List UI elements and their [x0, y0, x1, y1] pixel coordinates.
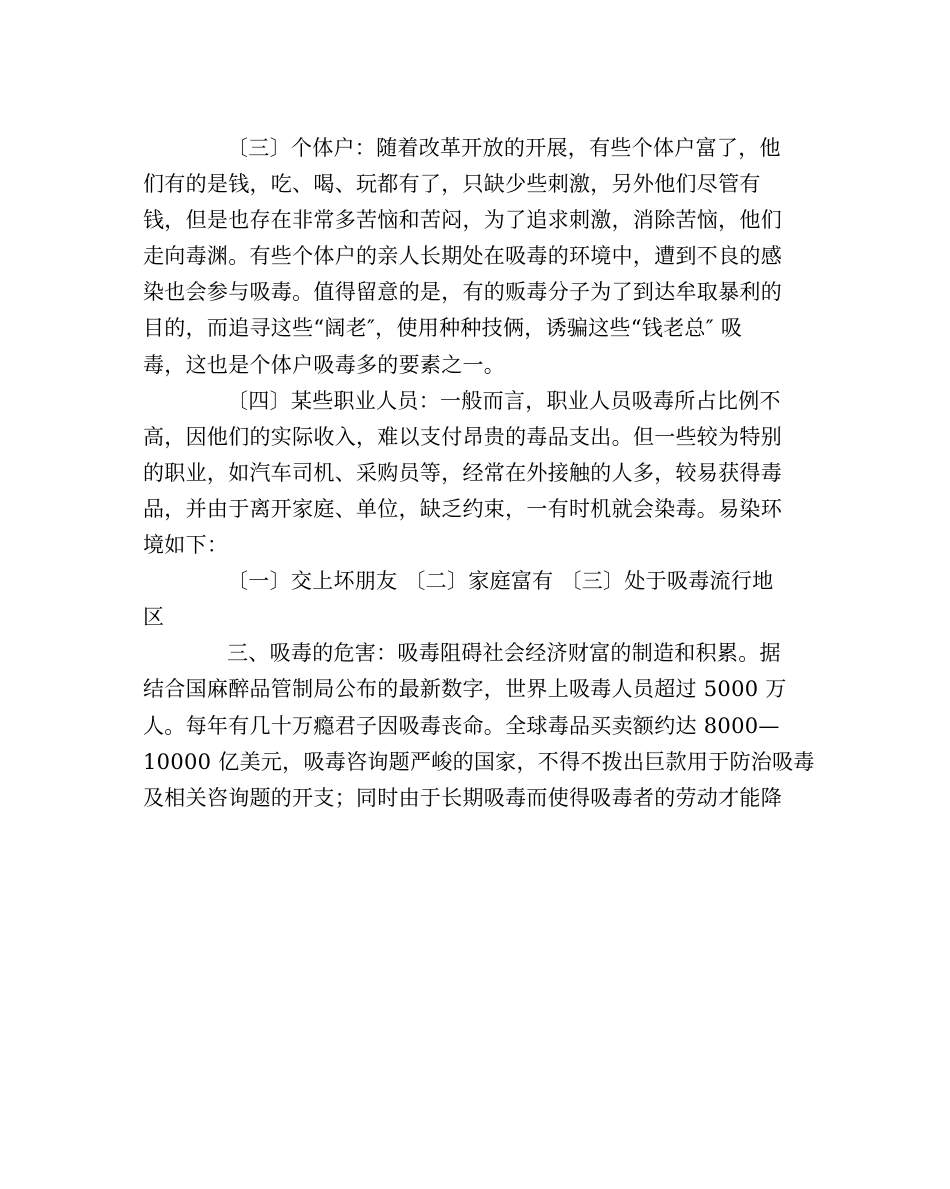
paragraph-occupational: [143, 383, 811, 563]
paragraph-line: 毒，这也是个体户吸毒多的要素之一。: [143, 352, 506, 377]
paragraph-line: 走向毒渊。有些个体户的亲人长期处在吸毒的环境中，遭到不良的感: [143, 244, 782, 269]
paragraph-line: 高，因他们的实际收入，难以支付昂贵的毒品支出。但一些较为特别: [143, 424, 782, 449]
paragraph-line: 三、吸毒的危害：吸毒阻碍社会经济财富的制造和积累。据: [227, 641, 781, 666]
paragraph-environment-list: [143, 563, 811, 635]
paragraph-line: 钱，但是也存在非常多苦恼和苦闷，为了追求刺激，消除苦恼，他们: [143, 208, 782, 233]
paragraph-self-employed: [143, 130, 811, 383]
paragraph-line: 〔四〕某些职业人员：一般而言，职业人员吸毒所占比例不: [227, 388, 781, 413]
paragraph-line: 的职业，如汽车司机、采购员等，经常在外接触的人多，较易获得毒: [143, 460, 782, 485]
paragraph-line: 10000 亿美元，吸毒咨询题严峻的国家，不得不拨出巨款用于防治吸毒: [143, 749, 815, 774]
paragraph-line: 染也会参与吸毒。值得留意的是，有的贩毒分子为了到达牟取暴利的: [143, 280, 782, 305]
paragraph-line: 结合国麻醉品管制局公布的最新数字，世界上吸毒人员超过 5000 万: [143, 677, 787, 702]
paragraph-line: 目的，而追寻这些“阔老″，使用种种技俩，诱骗这些“钱老总″ 吸: [143, 316, 743, 341]
paragraph-line: 们有的是钱，吃、喝、玩都有了，只缺少些刺激，另外他们尽管有: [143, 172, 761, 197]
document-body: [143, 130, 815, 816]
paragraph-line: 及相关咨询题的开支；同时由于长期吸毒而使得吸毒者的劳动才能降: [143, 785, 782, 810]
paragraph-line: 境如下：: [143, 533, 229, 558]
paragraph-line: 人。每年有几十万瘾君子因吸毒丧命。全球毒品买卖额约达 8000—: [143, 713, 780, 738]
paragraph-harms: [143, 635, 815, 815]
paragraph-line: 〔三〕个体户：随着改革开放的开展，有些个体户富了，他: [227, 136, 781, 160]
paragraph-line: 区: [143, 605, 165, 630]
paragraph-line: 品，并由于离开家庭、单位，缺乏约束，一有时机就会染毒。易染环: [143, 496, 782, 521]
paragraph-line: 〔一〕交上坏朋友 〔二〕家庭富有 〔三〕处于吸毒流行地: [227, 569, 774, 594]
